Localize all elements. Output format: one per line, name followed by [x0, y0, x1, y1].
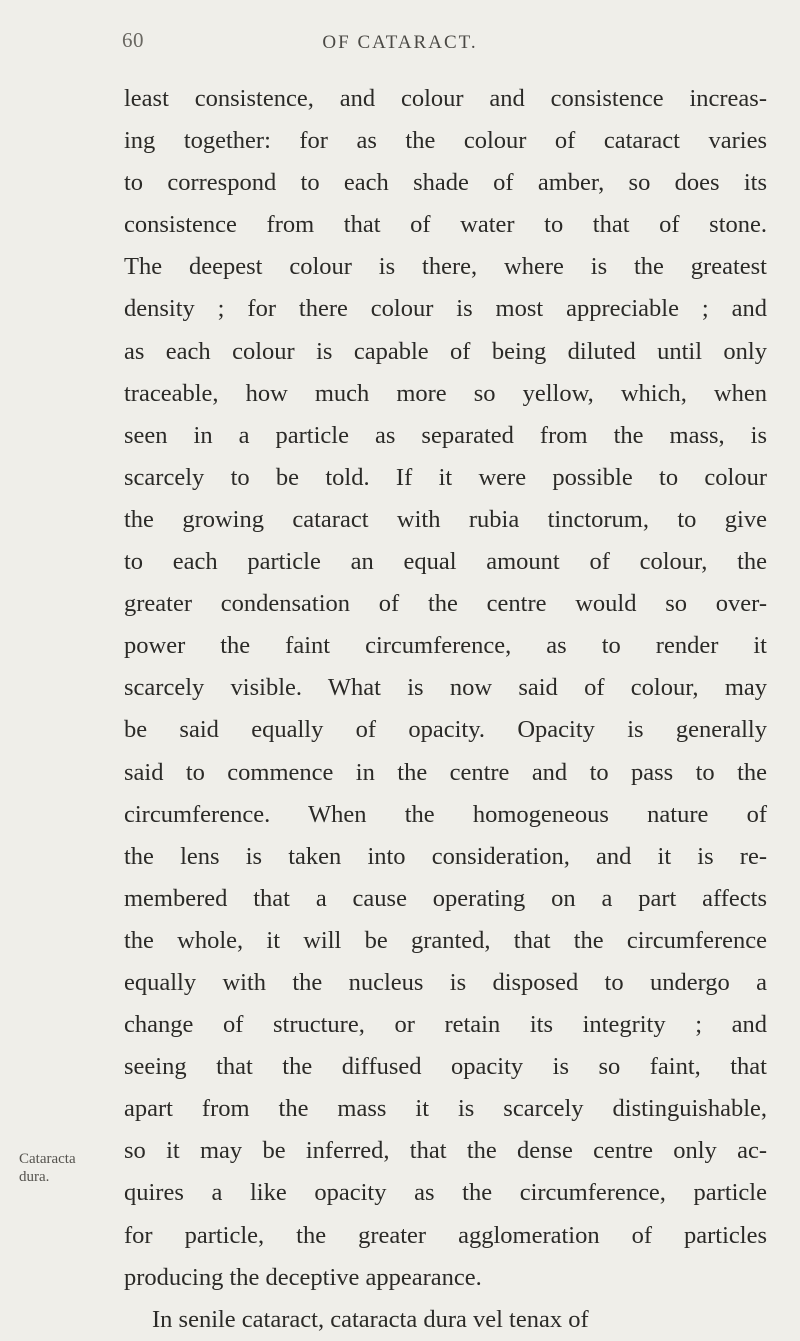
text-line: change of structure, or retain its integrity ; and: [124, 1011, 767, 1039]
margin-note-line: Cataracta: [19, 1151, 76, 1167]
text-line: density ; for there colour is most appreciable ; and: [124, 295, 767, 323]
text-line: for particle, the greater agglomeration of particles: [124, 1221, 767, 1249]
text-line: scarcely to be told. If it were possible to colour: [124, 463, 767, 491]
page-header: [0, 22, 800, 52]
text-line: to each particle an equal amount of colour, the: [124, 548, 767, 576]
text-line: membered that a cause operating on a part affects: [124, 884, 767, 912]
text-line: consistence from that of water to that of stone.: [124, 211, 767, 239]
text-line: the whole, it will be granted, that the circumference: [124, 926, 767, 954]
text-line: to correspond to each shade of amber, so does its: [124, 169, 767, 197]
page-number: 60: [122, 28, 144, 52]
body-text: [124, 78, 767, 1341]
text-line: least consistence, and colour and consistence increas-: [124, 85, 767, 112]
text-line: as each colour is capable of being diluted until only: [124, 337, 767, 365]
text-line: be said equally of opacity. Opacity is generally: [124, 716, 767, 744]
text-line: equally with the nucleus is disposed to undergo a: [124, 968, 767, 996]
text-line: the lens is taken into consideration, and it is re-: [124, 842, 767, 870]
text-line: traceable, how much more so yellow, which, when: [124, 379, 767, 407]
text-line: greater condensation of the centre would so over-: [124, 590, 767, 618]
text-line: scarcely visible. What is now said of colour, may: [124, 674, 767, 702]
text-line: The deepest colour is there, where is the greatest: [124, 253, 767, 281]
text-line: power the faint circumference, as to render it: [124, 632, 767, 660]
running-head: OF CATARACT.: [322, 32, 478, 53]
text-line: seeing that the diffused opacity is so faint, that: [124, 1053, 767, 1081]
text-line: apart from the mass it is scarcely distinguishable,: [124, 1095, 767, 1123]
text-line: producing the deceptive appearance.: [124, 1263, 482, 1291]
text-line: the growing cataract with rubia tinctorum, to give: [124, 505, 767, 533]
text-line: seen in a particle as separated from the mass, is: [124, 421, 767, 449]
text-line: ing together: for as the colour of cataract varies: [124, 127, 767, 155]
text-line: quires a like opacity as the circumference, particle: [124, 1179, 767, 1207]
margin-note-line: dura.: [19, 1169, 50, 1185]
text-line: In senile cataract, cataracta dura vel tenax of: [152, 1305, 589, 1333]
text-line: so it may be inferred, that the dense centre only ac-: [124, 1137, 767, 1165]
text-line: circumference. When the homogeneous nature of: [124, 800, 767, 828]
text-line: said to commence in the centre and to pass to the: [124, 758, 767, 786]
margin-note: [19, 1150, 76, 1186]
